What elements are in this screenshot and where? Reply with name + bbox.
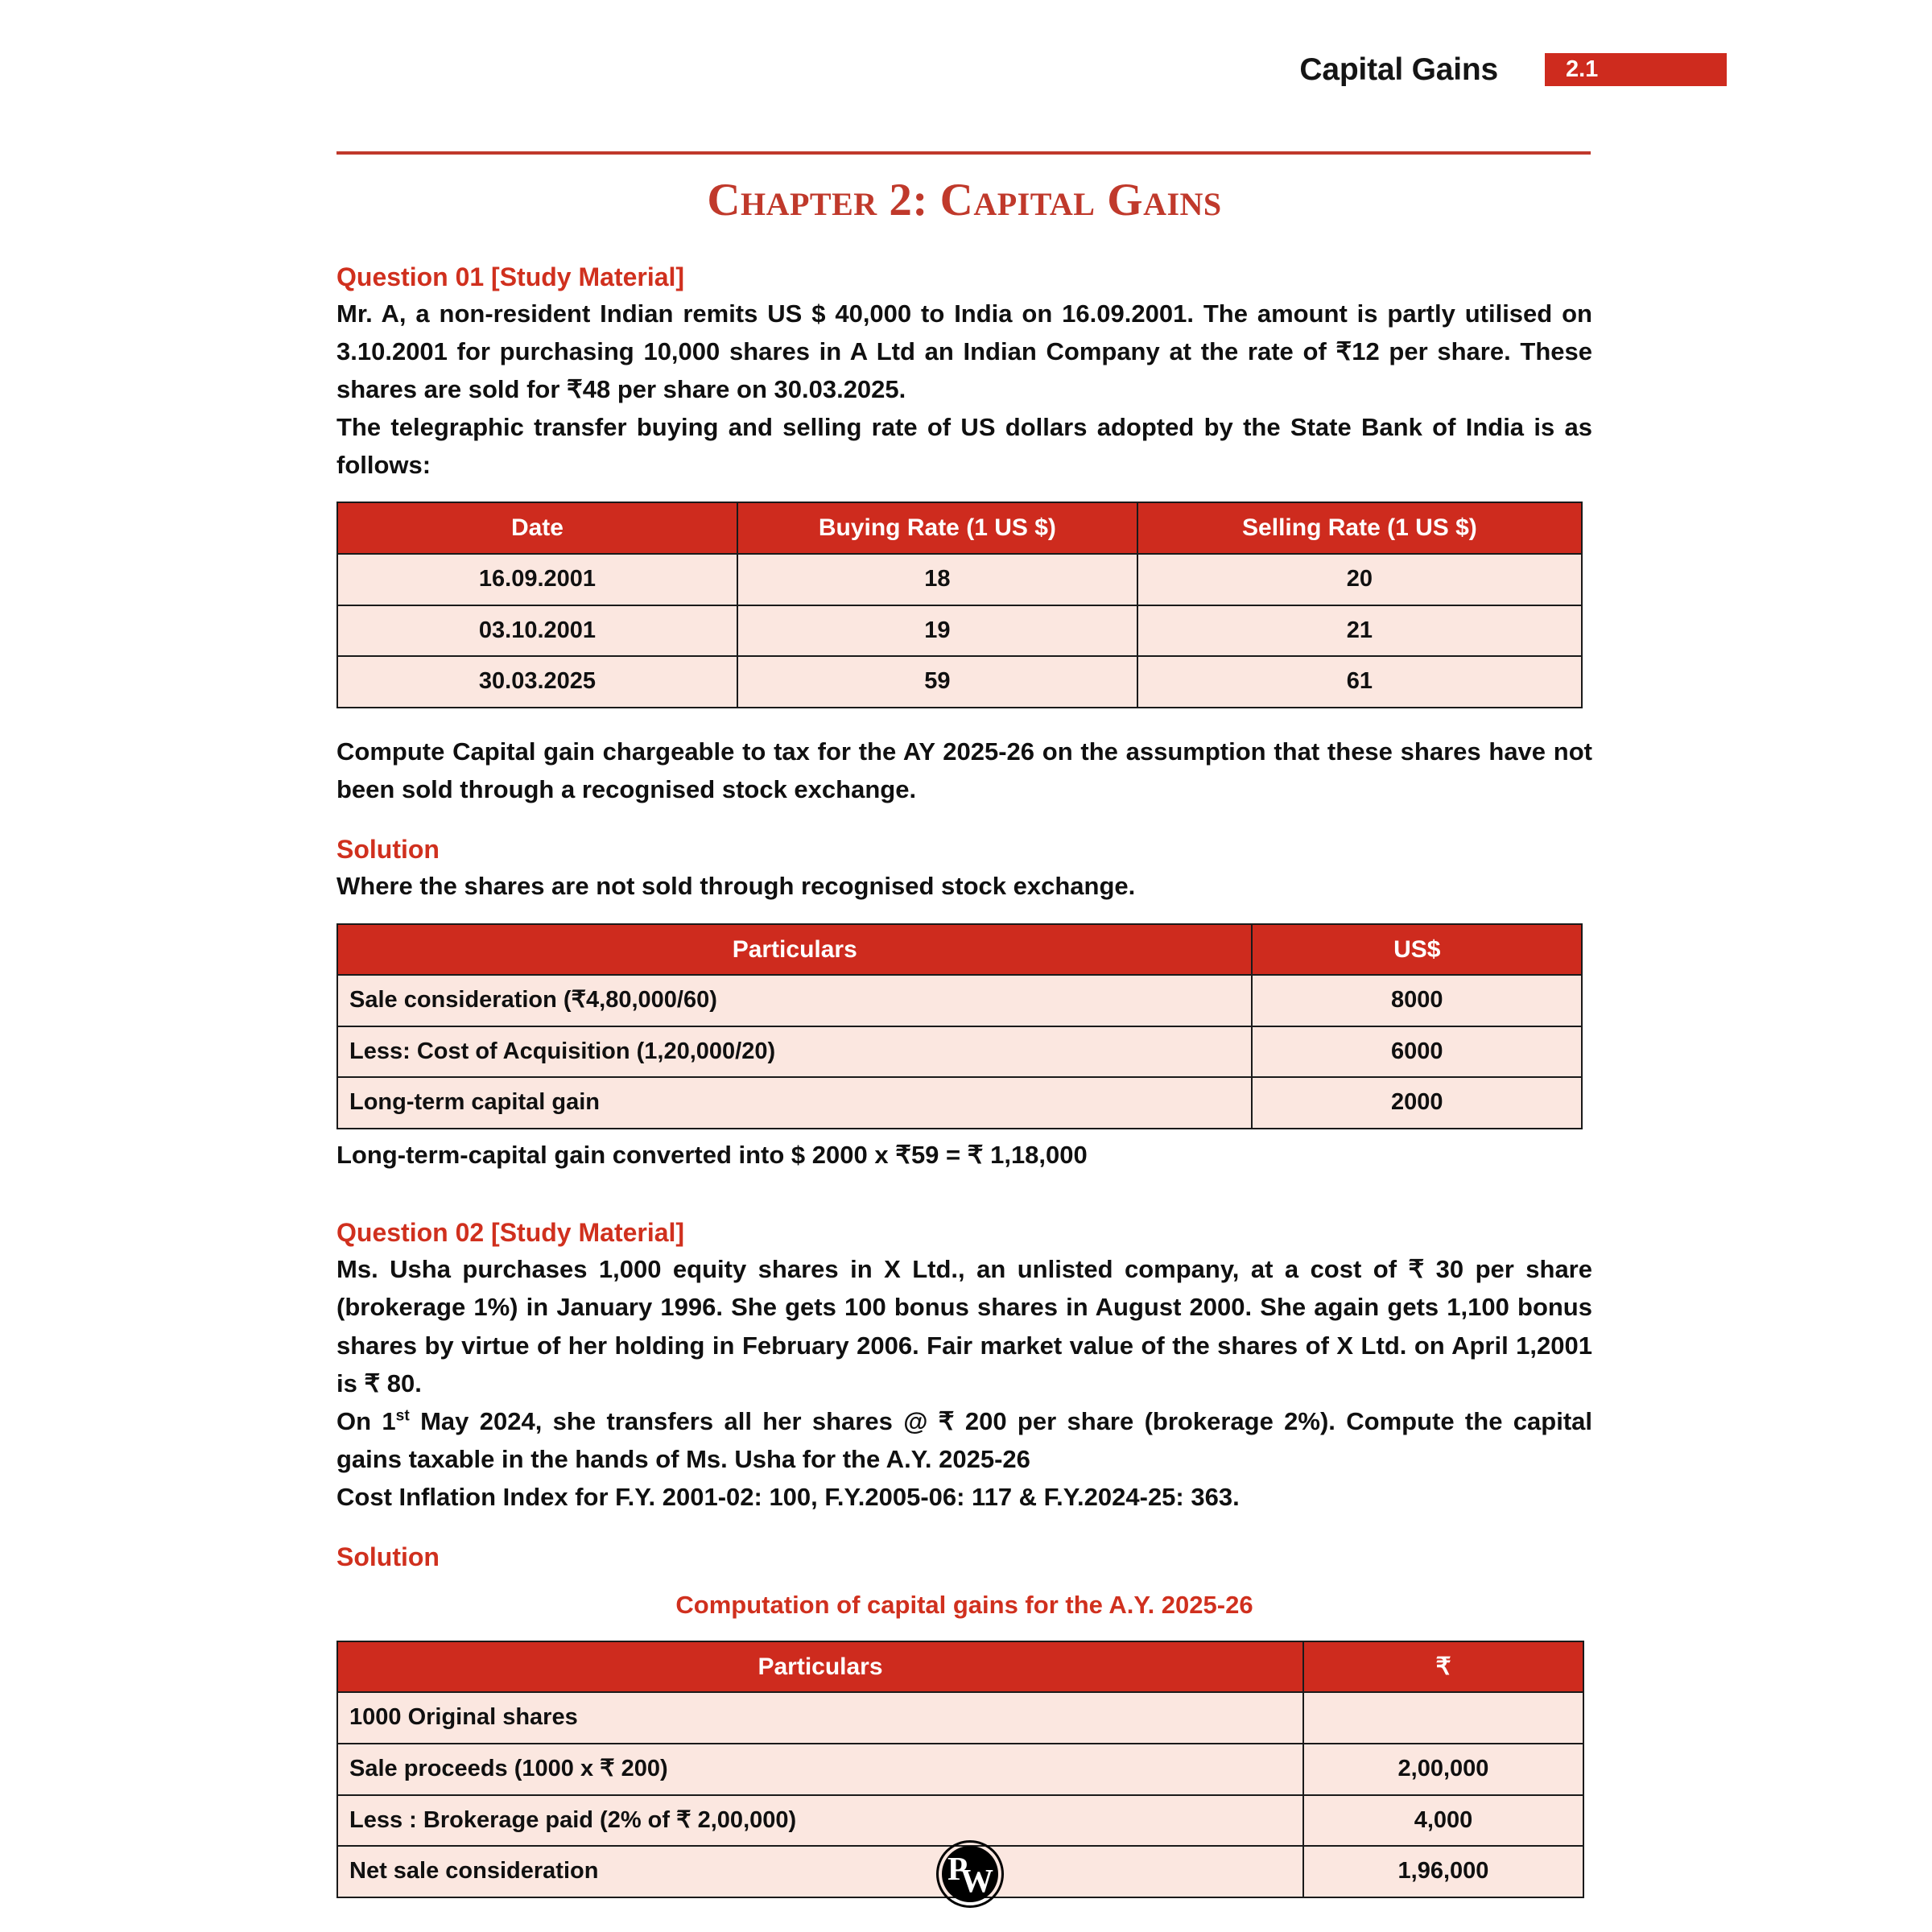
question-02-paragraph-3: Cost Inflation Index for F.Y. 2001-02: 100, F.Y.2005-06: 117 & F.Y.2024-25: 363. <box>336 1483 1240 1512</box>
cell-selling-rate: 61 <box>1137 656 1582 708</box>
cell-amount: 1,96,000 <box>1303 1846 1583 1897</box>
cell-selling-rate: 21 <box>1137 605 1582 657</box>
table-row <box>337 1795 1583 1847</box>
spacer <box>336 808 1592 832</box>
table-row <box>337 1026 1582 1078</box>
cell-particulars: Less : Brokerage paid (2% of ₹ 2,00,000) <box>337 1795 1303 1847</box>
table-row <box>337 975 1582 1026</box>
spacer <box>336 1174 1592 1198</box>
document-content <box>336 0 1592 1898</box>
column-header-date: Date <box>337 502 737 554</box>
chapter-title: Chapter 2: Capital Gains <box>707 175 1222 225</box>
question-01-paragraph-3: Compute Capital gain chargeable to tax for the AY 2025-26 on the assumption that these shares have not been sold through a recognised stock exchange. <box>336 737 1592 804</box>
table-row <box>337 605 1582 657</box>
question-01-closing-line: Long-term-capital gain converted into $ 2000 x ₹59 = ₹ 1,18,000 <box>336 1141 1088 1170</box>
table-header-row <box>337 924 1582 976</box>
table-row <box>337 1077 1582 1129</box>
title-divider <box>336 151 1591 155</box>
table-row <box>337 554 1582 605</box>
question-02-solution-heading: Solution <box>336 1542 440 1572</box>
cell-date: 03.10.2001 <box>337 605 737 657</box>
column-header-rupee: ₹ <box>1303 1641 1583 1693</box>
pw-logo-icon <box>936 1840 1004 1908</box>
question-01-solution-table <box>336 923 1583 1130</box>
cell-amount: 6000 <box>1252 1026 1582 1078</box>
question-02-heading: Question 02 [Study Material] <box>336 1218 685 1248</box>
cell-buying-rate: 19 <box>737 605 1137 657</box>
page-number-badge: 2.1 <box>1545 53 1727 86</box>
cell-amount: 4,000 <box>1303 1795 1583 1847</box>
column-header-particulars: Particulars <box>337 1641 1303 1693</box>
cell-particulars: Less: Cost of Acquisition (1,20,000/20) <box>337 1026 1252 1078</box>
logo-letter-p: P <box>947 1850 966 1887</box>
ordinal-suffix: st <box>395 1407 410 1425</box>
question-01-paragraph-2: The telegraphic transfer buying and selling rate of US dollars adopted by the State Bank of India is as follows: <box>336 413 1592 480</box>
cell-amount: 8000 <box>1252 975 1582 1026</box>
cell-selling-rate: 20 <box>1137 554 1582 605</box>
column-header-buying-rate: Buying Rate (1 US $) <box>737 502 1137 554</box>
column-header-usd: US$ <box>1252 924 1582 976</box>
cell-buying-rate: 59 <box>737 656 1137 708</box>
cell-buying-rate: 18 <box>737 554 1137 605</box>
question-01-solution-note: Where the shares are not sold through recognised stock exchange. <box>336 872 1136 901</box>
table-row <box>337 656 1582 708</box>
cell-amount: 2000 <box>1252 1077 1582 1129</box>
question-02-solution-subtitle: Computation of capital gains for the A.Y. 2025-26 <box>675 1591 1253 1620</box>
question-02-para2-rest: May 2024, she transfers all her shares @ ₹ 200 per share (brokerage 2%). Compute the capital gains taxable in the hands of Ms. Usha for the A.Y. 2025-26 <box>336 1406 1592 1473</box>
question-02-paragraph-2 <box>336 1402 1592 1478</box>
logo-letter-w: W <box>960 1862 992 1899</box>
table-row <box>337 1692 1583 1744</box>
cell-particulars: Sale proceeds (1000 x ₹ 200) <box>337 1744 1303 1795</box>
cell-amount <box>1303 1692 1583 1744</box>
cell-particulars: Long-term capital gain <box>337 1077 1252 1129</box>
table-row <box>337 1744 1583 1795</box>
table-header-row <box>337 502 1582 554</box>
column-header-selling-rate: Selling Rate (1 US $) <box>1137 502 1582 554</box>
cell-particulars: 1000 Original shares <box>337 1692 1303 1744</box>
cell-amount: 2,00,000 <box>1303 1744 1583 1795</box>
cell-particulars: Sale consideration (₹4,80,000/60) <box>337 975 1252 1026</box>
question-01-solution-heading: Solution <box>336 835 440 865</box>
spacer <box>336 708 1592 733</box>
cell-date: 30.03.2025 <box>337 656 737 708</box>
question-02-para2-prefix: On 1 <box>336 1406 396 1435</box>
cell-particulars: Net sale consideration <box>337 1846 1303 1897</box>
column-header-particulars: Particulars <box>337 924 1252 976</box>
question-02-paragraph-1: Ms. Usha purchases 1,000 equity shares in X Ltd., an unlisted company, at a cost of ₹ 30 per share (brokerage 1%) in January 1996. She gets 100 bonus shares in August 2000. She again gets 1,100 bonus shares by virtue of her holding in February 2006. Fair market value of the shares of X Ltd. on April 1,2001 is ₹ 80. <box>336 1255 1592 1397</box>
header-title: Capital Gains <box>1299 52 1498 87</box>
spacer <box>336 1516 1592 1540</box>
question-01-heading: Question 01 [Study Material] <box>336 262 685 291</box>
table-header-row <box>337 1641 1583 1693</box>
exchange-rate-table <box>336 502 1583 708</box>
logo-monogram <box>936 1840 1004 1908</box>
cell-date: 16.09.2001 <box>337 554 737 605</box>
question-01-paragraph-1: Mr. A, a non-resident Indian remits US $ 40,000 to India on 16.09.2001. The amount is partly utilised on 3.10.2001 for purchasing 10,000 shares in A Ltd an Indian Company at the rate of ₹12 per share. These shares are sold for ₹48 per share on 30.03.2025. <box>336 299 1592 404</box>
